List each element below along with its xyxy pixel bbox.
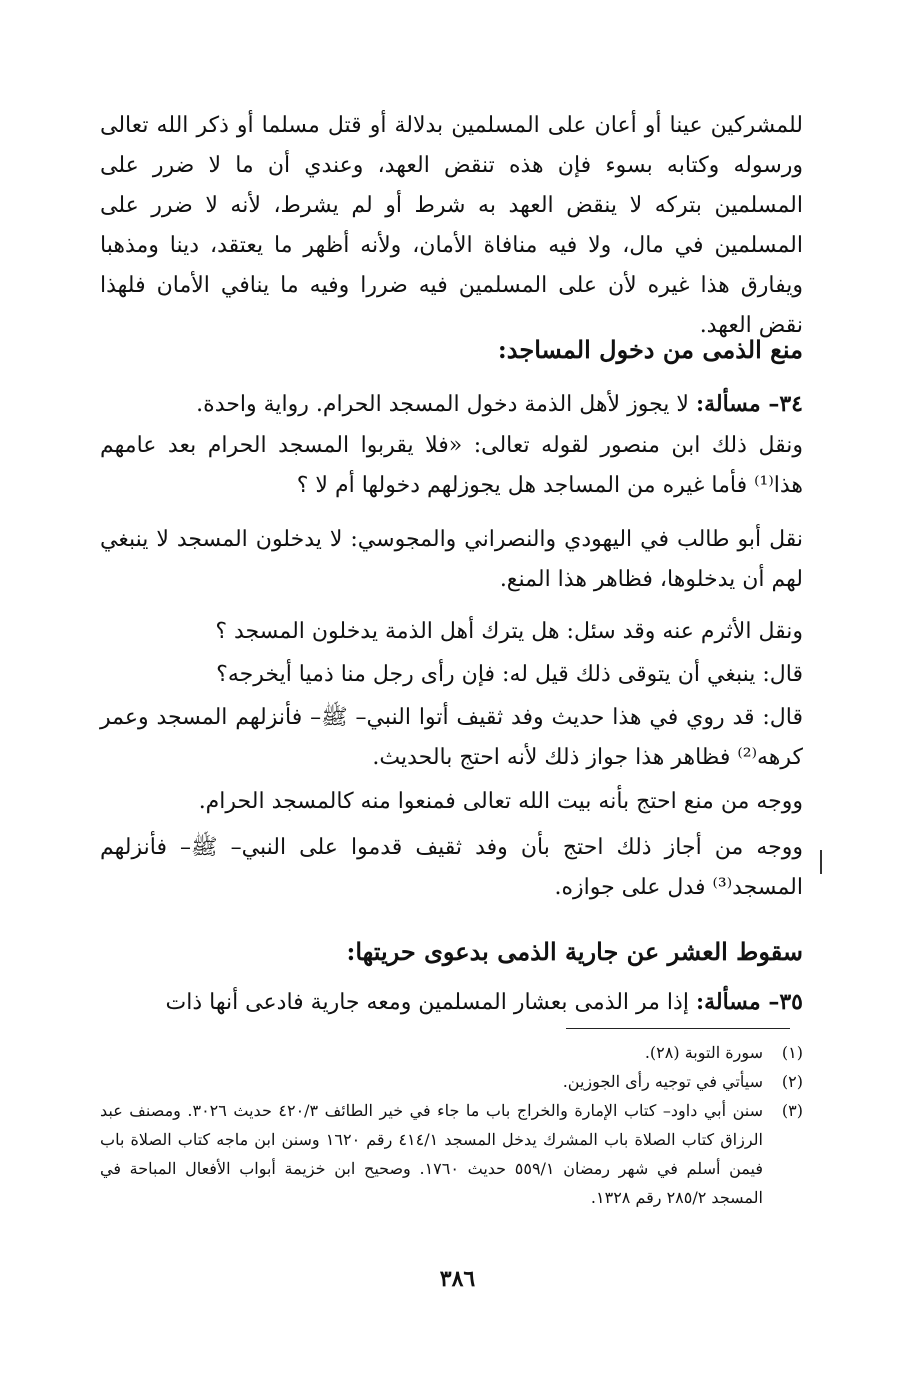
footnote-2	[100, 1067, 803, 1096]
issue-35	[100, 982, 803, 1023]
margin-mark	[820, 850, 822, 874]
footnote-1	[100, 1038, 803, 1067]
section-heading-tithe: سقوط العشر عن جارية الذمى بدعوى حريتها:	[346, 937, 803, 966]
paragraph-5: قال: ينبغي أن يتوقى ذلك قيل له: فإن رأى رجل منا ذميا أيخرجه؟	[216, 662, 803, 687]
page-number: ٣٨٦	[439, 1266, 476, 1292]
paragraph-1: للمشركين عينا أو أعان على المسلمين بدلالة أو قتل مسلما أو ذكر الله تعالى ورسوله وكتابه بسوء فإن هذه تنقض العهد، وعندي أن ما لا ضرر على المسلمين بتركه لا ينقض العهد به شرط أو لم يشرط، لأنه لا ضرر على المسلمين في مال، ولا فيه منافاة الأمان، ولأنه أظهر ما يعتقد، دينا ومذهبا ويفارق هذا غيره لأن على المسلمين فيه ضررا وفيه ما ينافي الأمان فلهذا نقض العهد.	[100, 113, 803, 338]
footnote-text: سورة التوبة (٢٨).	[644, 1043, 763, 1062]
section-heading-mosques: منع الذمى من دخول المساجد:	[497, 335, 803, 364]
issue-34-text: لا يجوز لأهل الذمة دخول المسجد الحرام. رواية واحدة.	[196, 392, 696, 417]
issue-34-label: ٣٤– مسألة:	[695, 391, 803, 417]
footnote-number: (٢)	[781, 1072, 803, 1091]
issue-35-text: إذا مر الذمى بعشار المسلمين ومعه جارية فادعى أنها ذات	[165, 990, 696, 1015]
issue-34	[100, 384, 803, 425]
paragraph-7: ووجه من منع احتج بأنه بيت الله تعالى فمنعوا منه كالمسجد الحرام.	[198, 789, 803, 814]
footnote-3	[100, 1096, 803, 1212]
paragraph-3: نقل أبو طالب في اليهودي والنصراني والمجوسي: لا يدخلون المسجد لا ينبغي لهم أن يدخلوها، فظاهر هذا المنع.	[100, 527, 803, 592]
footnote-text: سنن أبي داود– كتاب الإمارة والخراج باب ما جاء في خير الطائف ٤٢٠/٣ حديث ٣٠٢٦. ومصنف عبد الرزاق كتاب الصلاة باب المشرك يدخل المسجد ٤١٤/١ رقم ١٦٢٠ وسنن ابن ماجه كتاب الصلاة باب فيمن أسلم في شهر رمضان ٥٥٩/١ حديث ١٧٦٠. وصحيح ابن خزيمة أبواب الأفعال المباحة في المسجد ٢٨٥/٢ رقم ١٣٢٨.	[100, 1101, 764, 1207]
issue-35-label: ٣٥– مسألة:	[695, 989, 803, 1015]
footnote-number: (١)	[781, 1043, 803, 1062]
paragraph-2: ونقل ذلك ابن منصور لقوله تعالى: «فلا يقربوا المسجد الحرام بعد عامهم هذا⁽¹⁾ فأما غيره من المساجد هل يجوزلهم دخولها أم لا ؟	[100, 433, 803, 498]
footnote-text: سيأتي في توجيه رأى الجوزين.	[562, 1072, 763, 1091]
paragraph-4: ونقل الأثرم عنه وقد سئل: هل يترك أهل الذمة يدخلون المسجد ؟	[215, 619, 803, 644]
footnotes	[100, 1038, 803, 1212]
footnote-separator	[566, 1028, 790, 1029]
paragraph-6: قال: قد روي في هذا حديث وفد ثقيف أتوا النبي– ﷺ– فأنزلهم المسجد وعمر كرهه⁽²⁾ فظاهر هذا جواز ذلك لأنه احتج بالحديث.	[100, 705, 803, 770]
paragraph-8: ووجه من أجاز ذلك احتج بأن وفد ثقيف قدموا على النبي– ﷺ– فأنزلهم المسجد⁽³⁾ فدل على جوازه.	[100, 835, 803, 900]
footnote-number: (٣)	[781, 1101, 803, 1120]
